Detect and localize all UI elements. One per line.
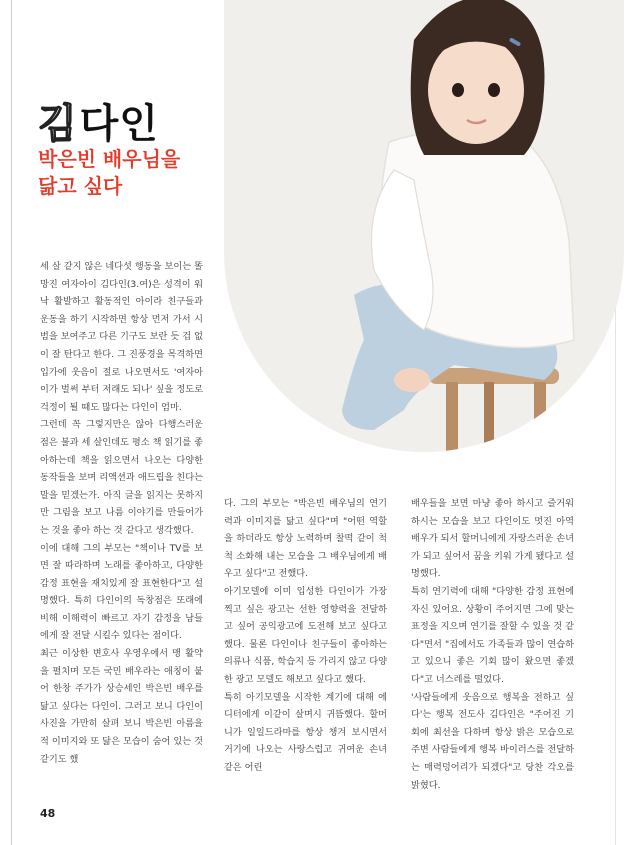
paragraph: 그런데 꼭 그렇지만은 않아 다행스러운 점은 불과 세 살인데도 평소 책 읽기를 좋아하는데 책을 읽으면서 나오는 다양한 동작들을 보며 리액션과 애드립을 친다는 말을 믿겠는가. 아직 글을 읽지는 못하지만 그림을 보고 나름 이야기를 만들어가는 것을 좋아 하는 것 같다고 생각했다. [40,419,203,536]
stool-leg [534,382,546,452]
subtitle-line: 박은빈 배우님을 [38,147,181,171]
sandal-strap [244,426,304,435]
paragraph: 아기모델에 이미 입성한 다인이가 가장 찍고 싶은 광고는 선한 영향력을 전달하고 싶어 공익광고에 도전해 보고 싶다고 했다. 물론 다인이나 친구들이 좋아하는 의류나 식품, 학습지 등 가리지 않고 다양한 광고 모델도 해보고 싶다고 했다. [224,585,387,685]
face [428,36,524,144]
foot [254,420,319,439]
page-number: 48 [40,807,56,820]
body-column-2 [224,495,387,777]
paragraph: 세 살 같지 않은 네다섯 행동을 보이는 똘망진 여자아이 김다인(3.여)은 성격이 워낙 활발하고 활동적인 아이라 친구들과 운동을 하기 시작하면 항상 먼저 가서 시범을 보여주고 다른 기구도 보란 듯 겁 없이 잘 탄다고 한다. 그 진풍경을 목격하면 입가에 웃음이 절로 나오면서도 '여자아이가 벌써 부터 저래도 되나' 싶을 정도로 걱정이 될 때도 많다는 다인이 엄마. [40,261,203,413]
hand [394,368,430,392]
paragraph: 특히 연기력에 대해 "다양한 감정 표현에 자신 있어요. 상황이 주어지면 그에 맞는 표정을 지으며 연기를 잘할 수 있을 것 같다"면서 "집에서도 가족들과 많이 연습하고 있으니 좋은 기회 많이 왔으면 좋겠다"고 너스레를 떨었다. [411,585,574,685]
article-title [38,80,159,147]
paragraph: 다. 그의 부모는 "박은빈 배우님의 연기력과 이미지를 닮고 싶다"며 "어떤 역할을 하더라도 항상 노력하며 찰떡 같이 척척 소화해 내는 모습을 그 배우님에게 배우고 싶다"고 전했다. [224,498,387,580]
page-edge-line [11,0,12,845]
right-eye [488,83,500,97]
article-subtitle [38,146,218,200]
paragraph: '사람들에게 웃음으로 행복을 전하고 싶다'는 행복 전도사 김다인은 "주어진 기회에 최선을 다하며 항상 밝은 모습으로 주변 사람들에게 행복 바이러스를 전달하는 매력덩어리가 되겠다"고 당찬 각오를 밝혔다. [411,691,574,791]
title-surname: 김 [38,101,78,147]
stool-leg [484,382,494,452]
paragraph: 최근 이상한 변호사 우영우에서 맹 활약을 펼치며 모든 국민 배우라는 애칭이 붙어 한창 주가가 상승세인 박은빈 배우를 닮고 싶다는 다인이. 그러고 보니 다인이 사진을 가만히 살펴 보니 박은빈 아름을 적 이미지와 또 닮은 모습이 숨어 있는 것 같기도 했 [40,648,203,765]
left-eye [452,83,464,97]
child-photo [224,0,626,453]
body-column-1 [40,258,203,768]
subtitle-line: 닮고 싶다 [38,174,123,198]
sandal [224,436,319,452]
paragraph: 특히 아기모델을 시작한 계기에 대해 에디터에게 이같이 살며시 귀뜸했다. 할머니가 일일드라마를 항상 챙겨 보시면서 거기에 나오는 사랑스럽고 귀여운 손녀 같은 어린 [224,691,387,773]
girl-illustration [224,0,624,452]
paragraph: 이에 대해 그의 부모는 "책이나 TV를 보면 잘 따라하며 노래를 좋아하고, 다양한 감정 표현을 재치있게 잘 표현한다"고 설명했다. 특히 다인이의 독창점은 또래에 비해 이해력이 빠르고 자기 감정을 남들에게 잘 전달 시킬수 있다는 점이다. [40,542,203,642]
photo-background [224,0,624,452]
paragraph: 배우들을 보면 마냥 좋아 하시고 즐거워 하시는 모습을 보고 다인이도 멋진 아역배우가 되서 할머니에게 자랑스러운 손녀가 되고 싶어서 꿈을 키워 가게 됐다고 설명했다. [411,498,574,580]
stool-leg [446,382,458,452]
body-column-3 [411,495,574,794]
title-given-name: 다인 [79,101,159,147]
